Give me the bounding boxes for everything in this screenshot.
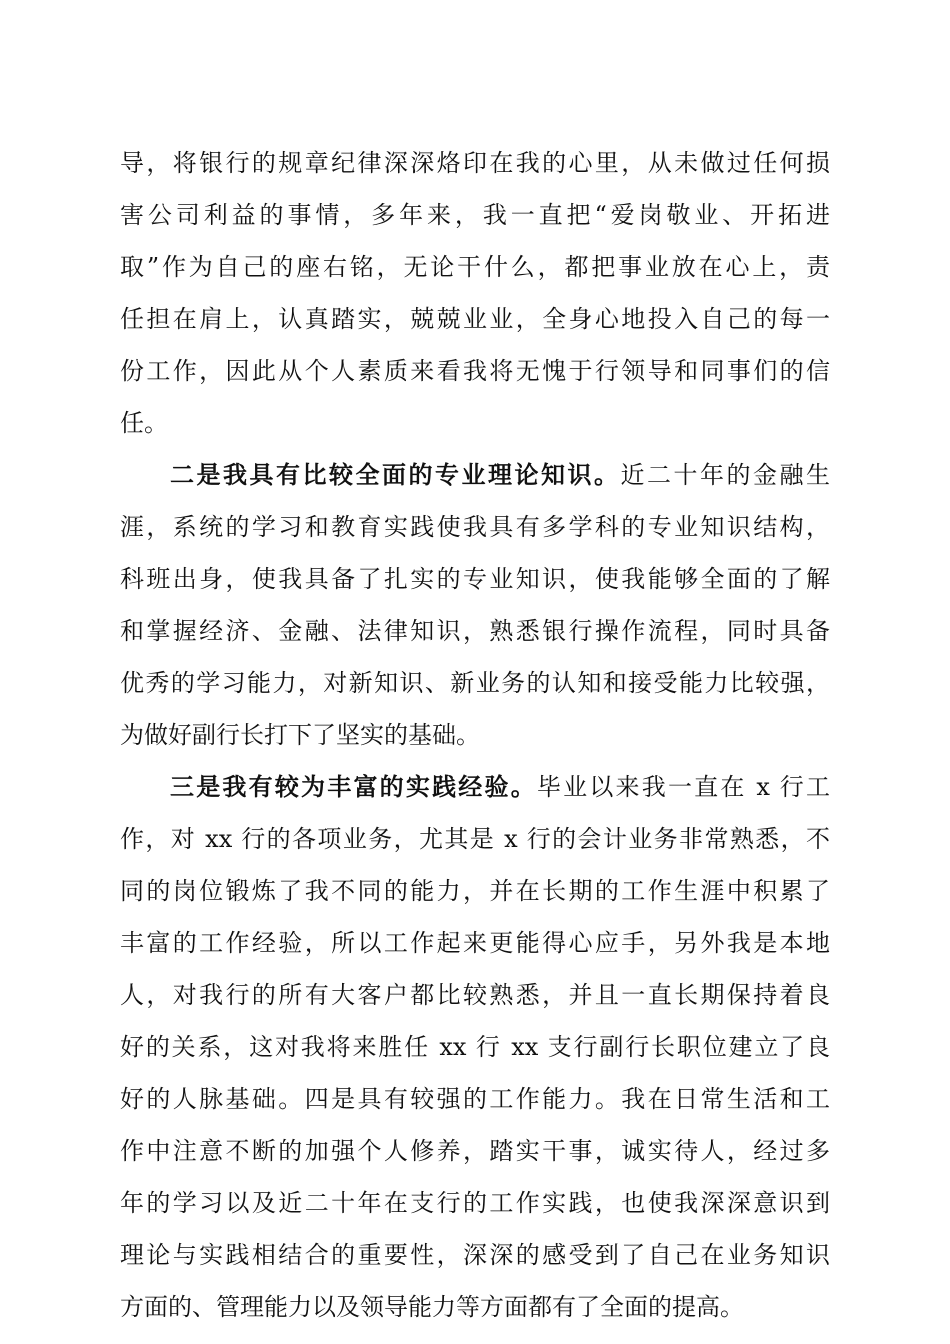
paragraph-heading: 三是我有较为丰富的实践经验。 bbox=[170, 772, 537, 801]
text-line: 和掌握经济、金融、法律知识，熟悉银行操作流程，同时具备 bbox=[120, 617, 830, 645]
text-line: 年的学习以及近二十年在支行的工作实践，也使我深深意识到 bbox=[120, 1189, 830, 1217]
paragraph-first-line bbox=[120, 761, 830, 813]
text-line: 取”作为自己的座右铭，无论干什么，都把事业放在心上，责 bbox=[120, 253, 830, 281]
text-line: 人，对我行的所有大客户都比较熟悉，并且一直长期保持着良 bbox=[120, 981, 830, 1009]
text-line: 导，将银行的规章纪律深深烙印在我的心里，从未做过任何损 bbox=[120, 149, 830, 177]
text-line: 涯，系统的学习和教育实践使我具有多学科的专业知识结构， bbox=[120, 513, 830, 541]
text-line: 方面的、管理能力以及领导能力等方面都有了全面的提高。 bbox=[120, 1293, 744, 1321]
paragraph-heading: 二是我具有比较全面的专业理论知识。 bbox=[170, 460, 621, 489]
paragraph-1 bbox=[120, 137, 830, 449]
paragraph-text: 毕业以来我一直在 x 行工 bbox=[536, 773, 831, 801]
text-line: 为做好副行长打下了坚实的基础。 bbox=[120, 721, 480, 749]
text-line: 任。 bbox=[120, 409, 168, 437]
text-line: 丰富的工作经验，所以工作起来更能得心应手，另外我是本地 bbox=[120, 929, 830, 957]
text-line: 作中注意不断的加强个人修养，踏实干事，诚实待人，经过多 bbox=[120, 1137, 830, 1165]
text-line: 优秀的学习能力，对新知识、新业务的认知和接受能力比较强， bbox=[120, 669, 830, 697]
text-line: 好的人脉基础。四是具有较强的工作能力。我在日常生活和工 bbox=[120, 1085, 830, 1113]
text-line: 份工作，因此从个人素质来看我将无愧于行领导和同事们的信 bbox=[120, 357, 830, 385]
paragraph-3 bbox=[120, 761, 830, 1333]
paragraph-first-line bbox=[120, 449, 830, 501]
document-body bbox=[120, 137, 830, 1333]
text-line: 害公司利益的事情，多年来，我一直把“爱岗敬业、开拓进 bbox=[120, 201, 830, 229]
text-line: 科班出身，使我具备了扎实的专业知识，使我能够全面的了解 bbox=[120, 565, 830, 593]
paragraph-2 bbox=[120, 449, 830, 761]
paragraph-text: 近二十年的金融生 bbox=[620, 461, 830, 489]
text-line: 作，对 xx 行的各项业务，尤其是 x 行的会计业务非常熟悉，不 bbox=[120, 825, 830, 853]
text-line: 理论与实践相结合的重要性，深深的感受到了自己在业务知识 bbox=[120, 1241, 830, 1269]
text-line: 同的岗位锻炼了我不同的能力，并在长期的工作生涯中积累了 bbox=[120, 877, 830, 905]
text-line: 好的关系，这对我将来胜任 xx 行 xx 支行副行长职位建立了良 bbox=[120, 1033, 830, 1061]
text-line: 任担在肩上，认真踏实，兢兢业业，全身心地投入自己的每一 bbox=[120, 305, 830, 333]
